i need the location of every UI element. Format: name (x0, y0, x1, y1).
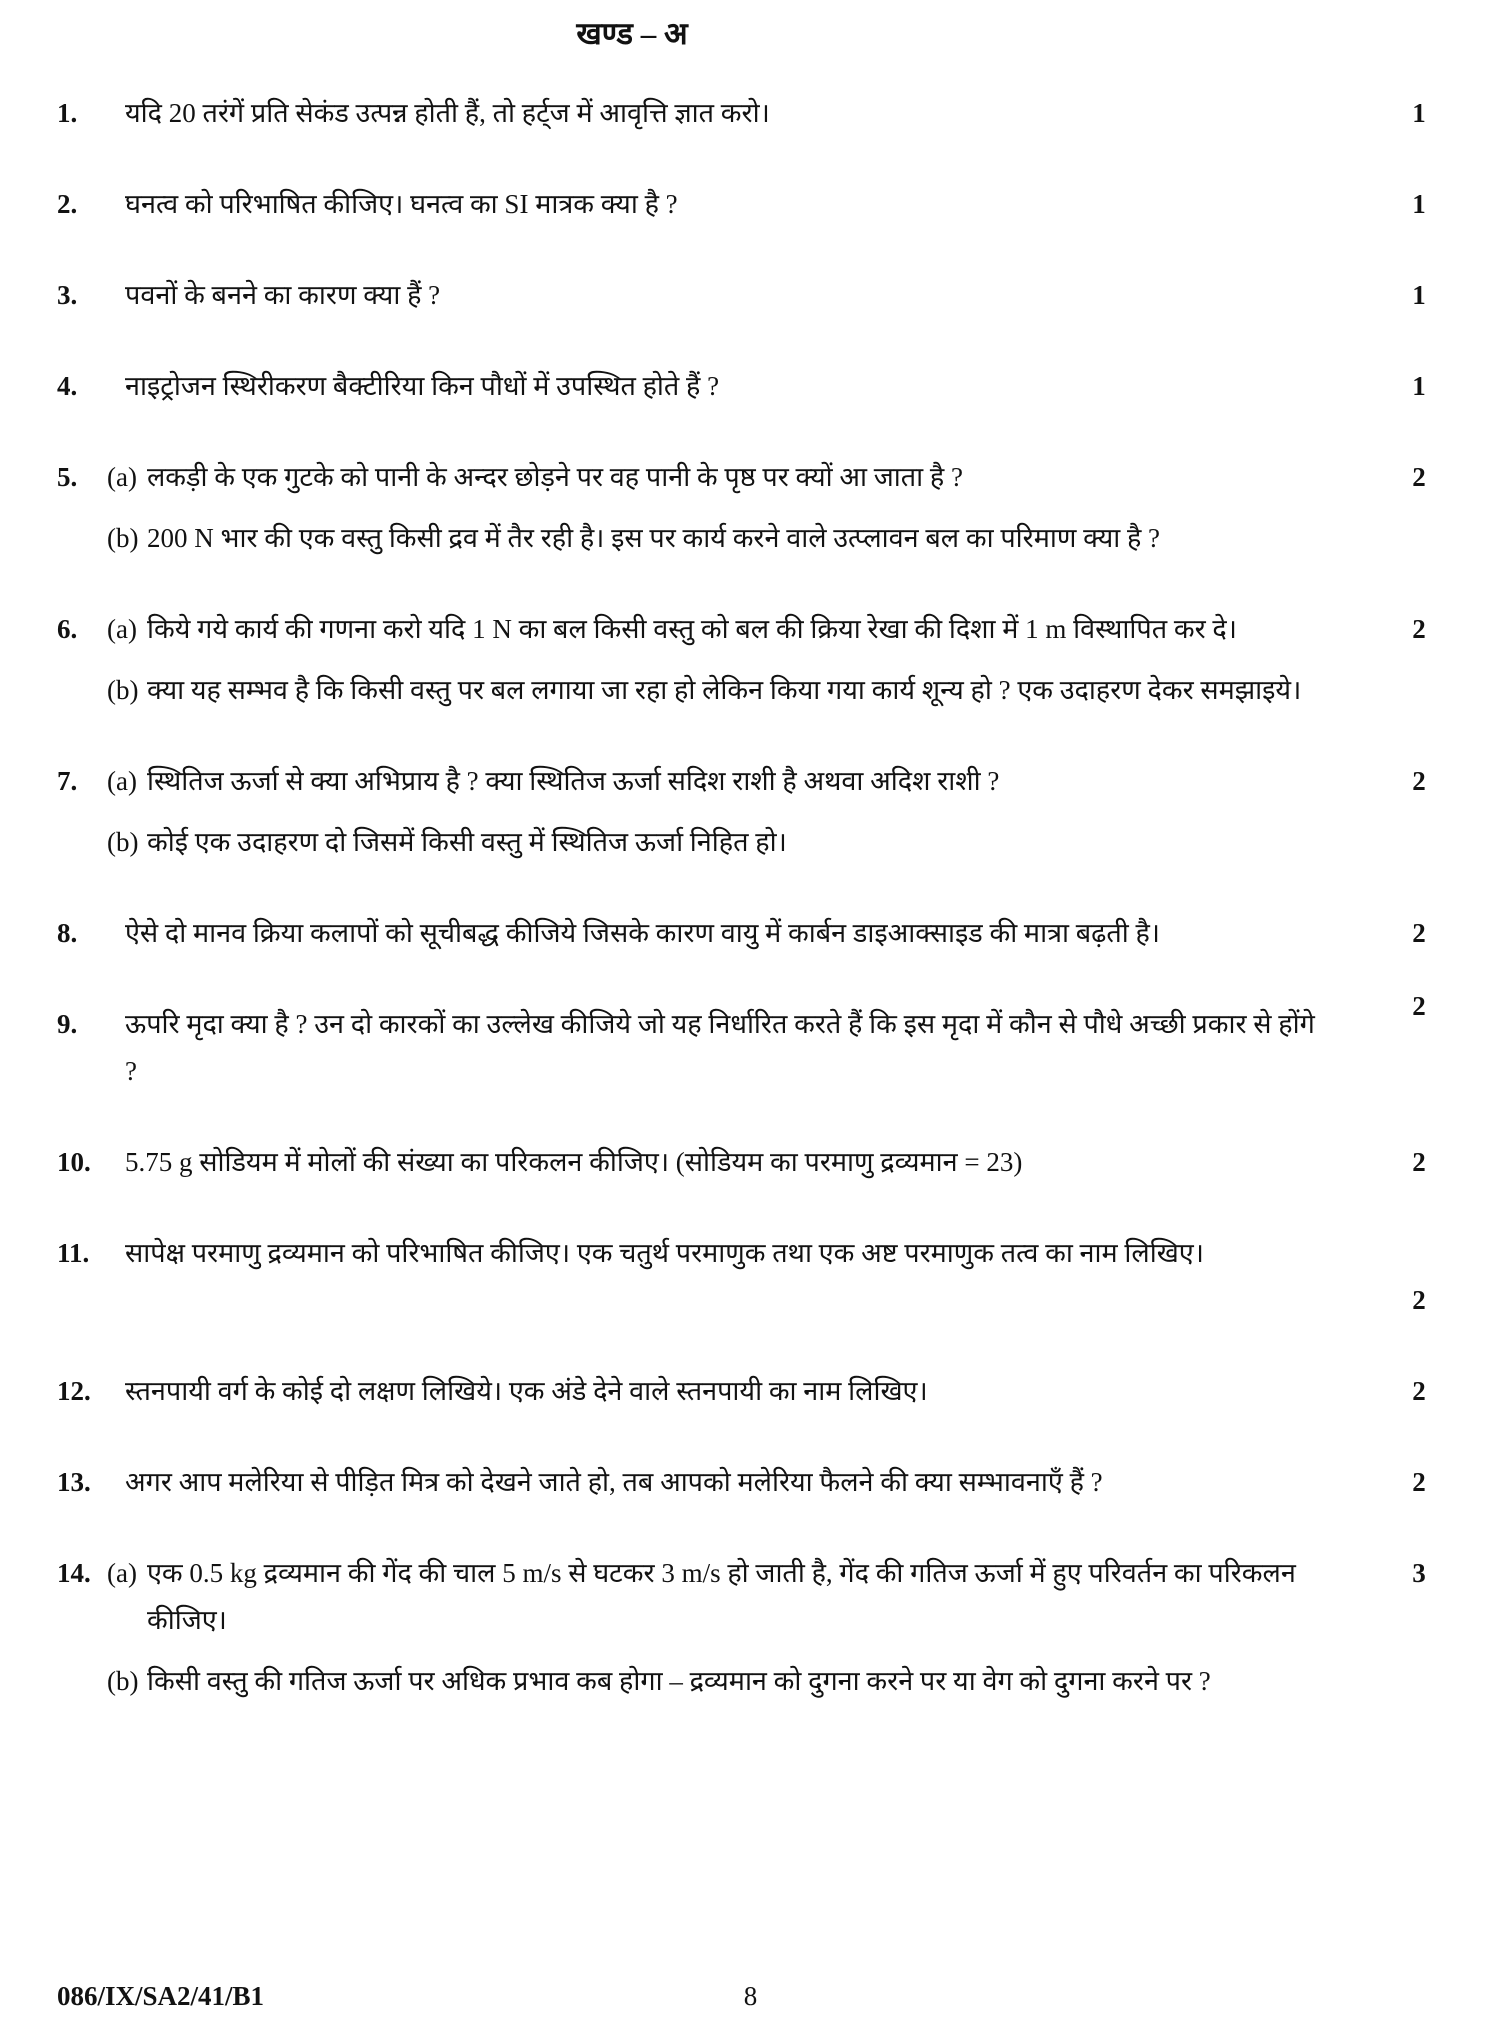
question-row-13 (57, 1459, 1444, 1506)
question-marks: 2 (1412, 1284, 1426, 1315)
question-marks: 2 (1412, 462, 1426, 493)
part-label: (b) (107, 523, 139, 554)
question-part-b (105, 667, 1324, 714)
question-part-b (105, 819, 1324, 866)
question-marks: 2 (1412, 1466, 1426, 1497)
part-text: कोई एक उदाहरण दो जिसमें किसी वस्तु में स्थितिज ऊर्जा निहित हो। (147, 827, 787, 858)
question-row-7 (57, 758, 1444, 866)
question-row-8 (57, 910, 1444, 957)
question-row-10 (57, 1139, 1444, 1186)
part-label: (b) (107, 1665, 139, 1696)
part-text: क्या यह सम्भव है कि किसी वस्तु पर बल लगाया जा रहा हो लेकिन किया गया कार्य शून्य हो ? एक उदाहरण देकर समझाइये। (147, 675, 1302, 706)
question-marks: 2 (1412, 917, 1426, 948)
page-footer (57, 1979, 1444, 2014)
question-row-12 (57, 1368, 1444, 1415)
question-marks: 1 (1412, 189, 1426, 220)
part-label: (a) (107, 614, 137, 645)
question-text: ऐसे दो मानव क्रिया कलापों को सूचीबद्ध कीजिये जिसके कारण वायु में कार्बन डाइआक्साइड की मात्रा बढ़ती है। (125, 917, 1161, 948)
question-marks: 1 (1412, 280, 1426, 311)
question-number: 11. (57, 1237, 90, 1268)
question-row-4 (57, 363, 1444, 410)
question-number: 3. (57, 280, 78, 311)
page-number: 8 (743, 1980, 758, 2011)
question-text: ऊपरि मृदा क्या है ? उन दो कारकों का उल्लेख कीजिये जो यह निर्धारित करते हैं कि इस मृदा में कौन से पौधे अच्छी प्रकार से होंगे ? (125, 1008, 1315, 1086)
question-text: यदि 20 तरंगें प्रति सेकंड उत्पन्न होती हैं, तो हर्ट्ज में आवृत्ति ज्ञात करो। (125, 98, 770, 129)
question-part-b (105, 1658, 1324, 1705)
question-body (105, 363, 1394, 410)
part-label: (a) (107, 1557, 137, 1588)
question-number: 9. (57, 1008, 78, 1039)
question-marks: 3 (1412, 1557, 1426, 1588)
question-number: 5. (57, 462, 78, 493)
question-text: पवनों के बनने का कारण क्या हैं ? (125, 280, 441, 311)
part-text: एक 0.5 kg द्रव्यमान की गेंद की चाल 5 m/s से घटकर 3 m/s हो जाती है, गेंद की गतिज ऊर्जा में हुए परिवर्तन का परिकलन कीजिए। (147, 1557, 1296, 1635)
question-row-2 (57, 181, 1444, 228)
section-title: खण्ड – अ (576, 16, 688, 51)
question-row-14 (57, 1550, 1444, 1705)
question-body (105, 272, 1394, 319)
question-row-3 (57, 272, 1444, 319)
question-marks: 2 (1412, 990, 1426, 1021)
question-body (105, 1001, 1394, 1095)
part-text: स्थितिज ऊर्जा से क्या अभिप्राय है ? क्या स्थितिज ऊर्जा सदिश राशी है अथवा अदिश राशी ? (147, 766, 1000, 797)
question-number: 14. (57, 1557, 91, 1588)
question-text: स्तनपायी वर्ग के कोई दो लक्षण लिखिये। एक अंडे देने वाले स्तनपायी का नाम लिखिए। (125, 1375, 928, 1406)
question-number: 6. (57, 614, 78, 645)
question-row-6 (57, 606, 1444, 714)
question-row-5 (57, 454, 1444, 562)
part-text: लकड़ी के एक गुटके को पानी के अन्दर छोड़ने पर वह पानी के पृष्ठ पर क्यों आ जाता है ? (147, 462, 963, 493)
question-text: 5.75 g सोडियम में मोलों की संख्या का परिकलन कीजिए। (सोडियम का परमाणु द्रव्यमान = 23) (125, 1146, 1023, 1177)
part-label: (a) (107, 766, 137, 797)
question-body (105, 1139, 1394, 1186)
question-number: 2. (57, 189, 78, 220)
question-text: नाइट्रोजन स्थिरीकरण बैक्टीरिया किन पौधों में उपस्थित होते हैं ? (125, 371, 720, 402)
question-marks: 2 (1412, 766, 1426, 797)
question-part-a (105, 758, 1324, 805)
question-part-a (105, 1550, 1324, 1644)
question-row-11 (57, 1230, 1444, 1324)
question-text: अगर आप मलेरिया से पीड़ित मित्र को देखने जाते हो, तब आपको मलेरिया फैलने की क्या सम्भावनाएँ हैं ? (125, 1466, 1103, 1497)
question-part-a (105, 454, 1324, 501)
question-number: 4. (57, 371, 78, 402)
question-body (105, 1459, 1394, 1506)
question-number: 1. (57, 98, 78, 129)
part-text: किये गये कार्य की गणना करो यदि 1 N का बल किसी वस्तु को बल की क्रिया रेखा की दिशा में 1 m विस्थापित कर दे। (147, 614, 1237, 645)
question-number: 12. (57, 1375, 91, 1406)
question-text: घनत्व को परिभाषित कीजिए। घनत्व का SI मात्रक क्या है ? (125, 189, 678, 220)
question-marks: 1 (1412, 371, 1426, 402)
question-text: सापेक्ष परमाणु द्रव्यमान को परिभाषित कीजिए। एक चतुर्थ परमाणुक तथा एक अष्ट परमाणुक तत्व का नाम लिखिए। (125, 1237, 1204, 1268)
question-marks: 1 (1412, 98, 1426, 129)
question-marks: 2 (1412, 1146, 1426, 1177)
question-marks: 2 (1412, 1375, 1426, 1406)
question-row-9 (57, 990, 1444, 1095)
question-body (105, 606, 1394, 714)
question-row-1 (57, 90, 1444, 137)
part-label: (b) (107, 675, 139, 706)
part-text: किसी वस्तु की गतिज ऊर्जा पर अधिक प्रभाव कब होगा – द्रव्यमान को दुगना करने पर या वेग को दुगना करने पर ? (147, 1665, 1211, 1696)
question-body (105, 1550, 1394, 1705)
question-body (105, 181, 1394, 228)
question-body (105, 1368, 1394, 1415)
question-marks: 2 (1412, 614, 1426, 645)
question-part-a (105, 606, 1324, 653)
question-number: 8. (57, 917, 78, 948)
question-number: 10. (57, 1146, 91, 1177)
part-label: (b) (107, 827, 139, 858)
question-list (57, 90, 1444, 1748)
question-number: 7. (57, 766, 78, 797)
question-number: 13. (57, 1466, 91, 1497)
part-label: (a) (107, 462, 137, 493)
question-body (105, 454, 1394, 562)
question-body (105, 758, 1394, 866)
question-part-b (105, 515, 1324, 562)
paper-code: 086/IX/SA2/41/B1 (57, 1980, 265, 2011)
part-text: 200 N भार की एक वस्तु किसी द्रव में तैर रही है। इस पर कार्य करने वाले उत्प्लावन बल का परिमाण क्या है ? (147, 523, 1161, 554)
question-body (105, 1230, 1394, 1277)
question-body (105, 910, 1394, 957)
question-body (105, 90, 1394, 137)
